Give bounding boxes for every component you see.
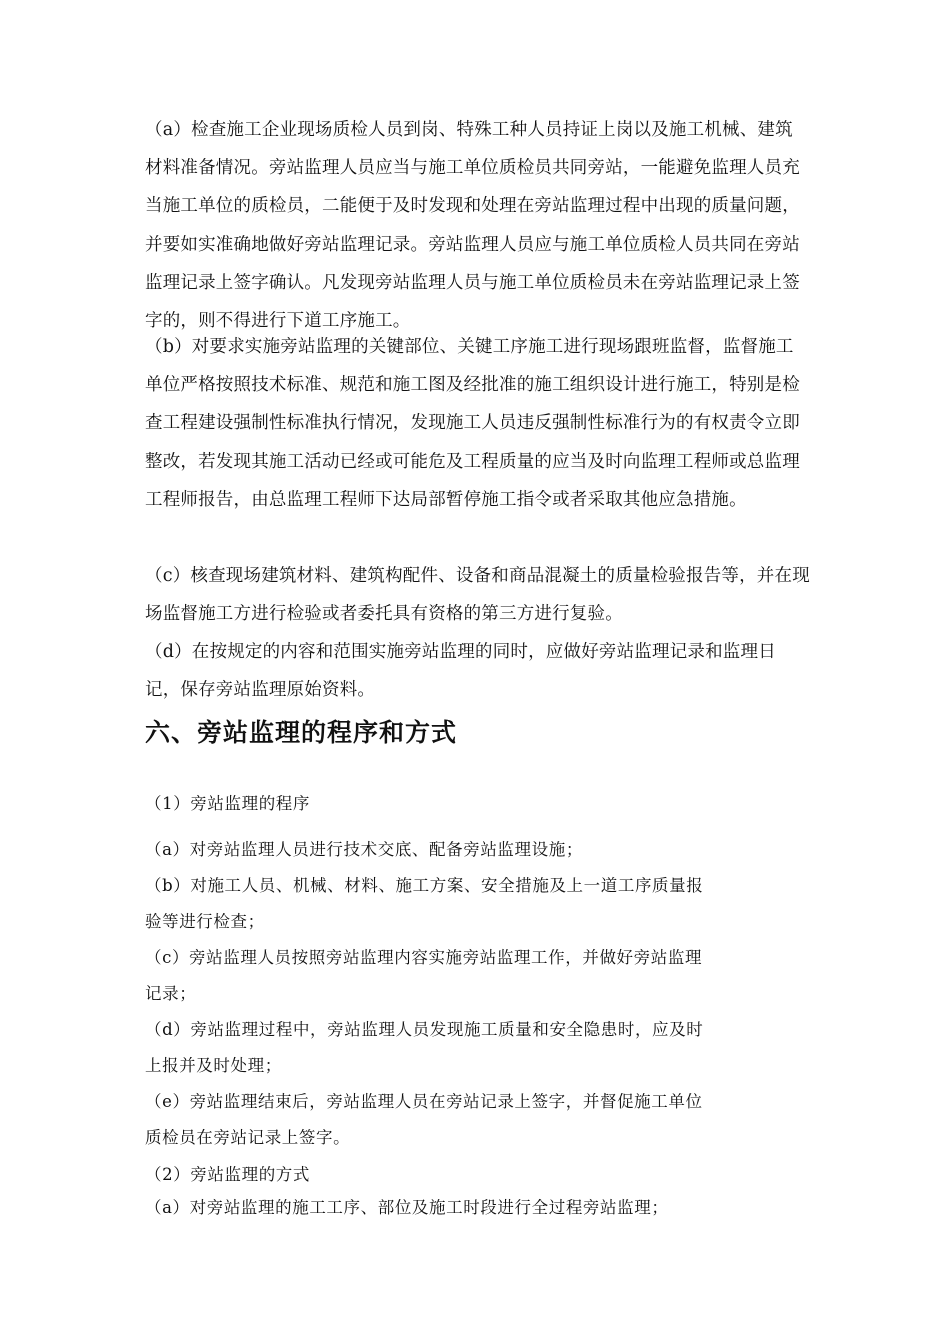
procedure-step-d: （d）旁站监理过程中，旁站监理人员发现施工质量和安全隐患时，应及时上报并及时处理；	[145, 1020, 704, 1075]
procedure-step-c: （c）旁站监理人员按照旁站监理内容实施旁站监理工作，并做好旁站监理记录；	[145, 948, 703, 1003]
paragraph-b: （b）对要求实施旁站监理的关键部位、关键工序施工进行现场跟班监督，监督施工单位严格按照技术标准、规范和施工图及经批准的施工组织设计进行施工，特别是检查工程建设强制性标准执行情况，发现施工人员违反强制性标准行为的有权责令立即整改，若发现其施工活动已经或可能危及工程质量的应当及时向监理工程师或总监理工程师报告，由总监理工程师下达局部暂停施工指令或者采取其他应急措施。	[145, 337, 800, 510]
section-heading: 六、旁站监理的程序和方式	[145, 718, 458, 747]
procedure-step-b: （b）对施工人员、机械、材料、施工方案、安全措施及上一道工序质量报验等进行检查；	[145, 876, 704, 931]
procedure-title: （1）旁站监理的程序	[145, 794, 310, 813]
paragraph-c: （c）核查现场建筑材料、建筑构配件、设备和商品混凝土的质量检验报告等，并在现场监督施工方进行检验或者委托具有资格的第三方进行复验。	[145, 566, 810, 625]
method-title: （2）旁站监理的方式	[145, 1165, 310, 1184]
paragraph-a: （a）检查施工企业现场质检人员到岗、特殊工种人员持证上岗以及施工机械、建筑材料准备情况。旁站监理人员应当与施工单位质检员共同旁站，一能避免监理人员充当施工单位的质检员，二能便于及时发现和处理在旁站监理过程中出现的质量问题，并要如实准确地做好旁站监理记录。旁站监理人员应与施工单位质检人员共同在旁站监理记录上签字确认。凡发现旁站监理人员与施工单位质检员未在旁站监理记录上签字的，则不得进行下道工序施工。	[145, 120, 800, 332]
method-step-a: （a）对旁站监理的施工工序、部位及施工时段进行全过程旁站监理；	[145, 1198, 669, 1217]
procedure-step-e: （e）旁站监理结束后，旁站监理人员在旁站记录上签字，并督促施工单位质检员在旁站记录上签字。	[145, 1092, 703, 1147]
procedure-step-a: （a）对旁站监理人员进行技术交底、配备旁站监理设施；	[145, 840, 583, 859]
paragraph-d: （d）在按规定的内容和范围实施旁站监理的同时，应做好旁站监理记录和监理日记，保存旁站监理原始资料。	[145, 642, 776, 701]
